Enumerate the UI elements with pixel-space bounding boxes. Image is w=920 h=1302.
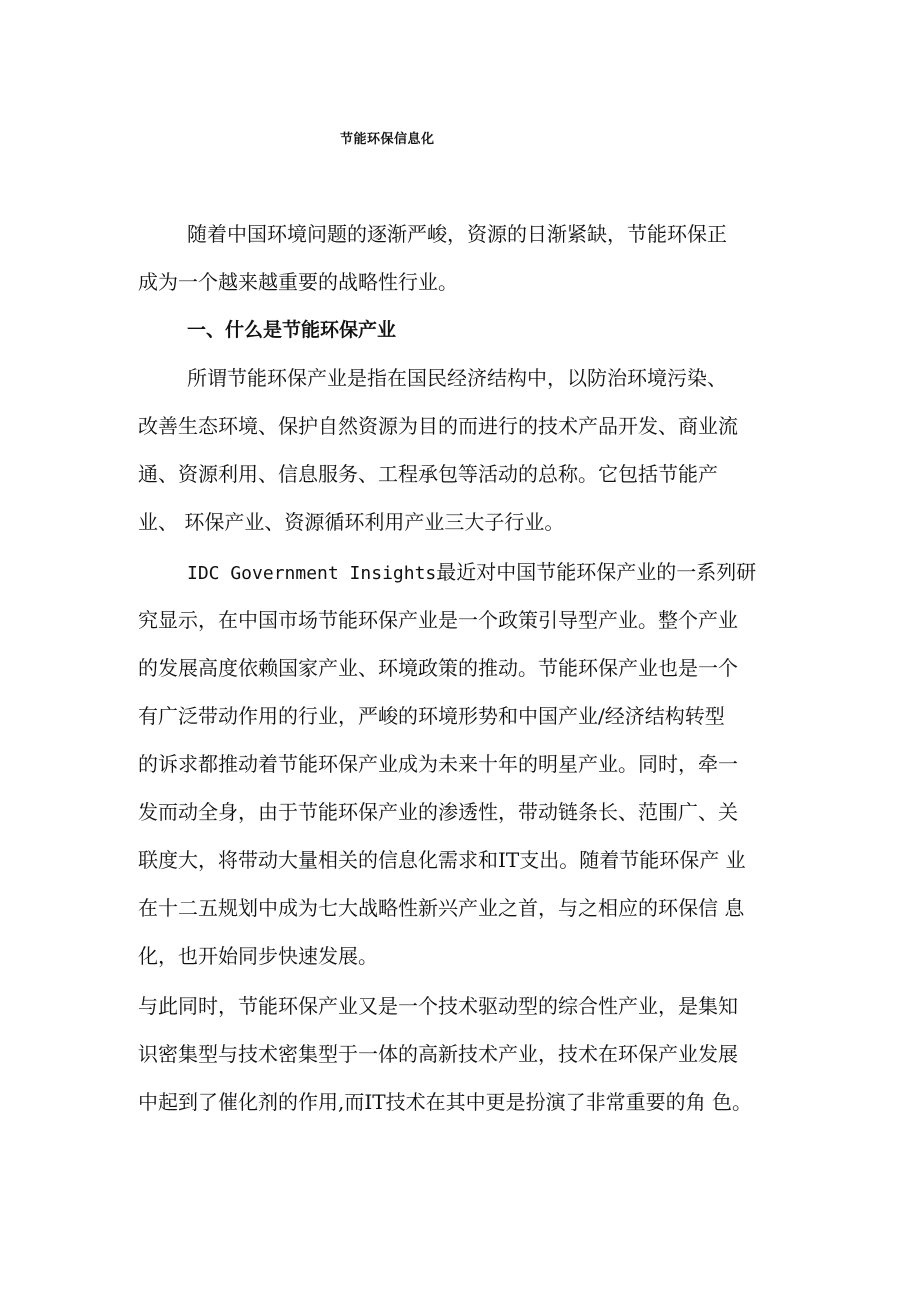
para1-line-3: 通、资源利用、信息服务、工程承包等活动的总称。它包括节能产: [138, 462, 718, 486]
para2-line-4: 有广泛带动作用的行业，严峻的环境形势和中国产业/经济结构转型: [138, 704, 725, 728]
para2-line-3: 的发展高度依赖国家产业、环境政策的推动。节能环保产业也是一个: [138, 656, 738, 680]
para3-line-3: 中起到了催化剂的作用,而IT技术在其中更是扮演了非常重要的角 色。: [138, 1090, 752, 1114]
para2-line-1: [187, 560, 756, 586]
para2-line-7: 联度大，将带动大量相关的信息化需求和IT支出。随着节能环保产 业: [138, 848, 746, 872]
section-heading: 一、什么是节能环保产业: [187, 319, 397, 341]
intro-line-2: 成为一个越来越重要的战略性行业。: [138, 270, 458, 294]
para1-line-4: 业、 环保产业、资源循环利用产业三大子行业。: [138, 510, 565, 534]
para1-line-1: 所谓节能环保产业是指在国民经济结构中，以防治环境污染、: [187, 366, 727, 390]
para2-line-8: 在十二五规划中成为七大战略性新兴产业之首，与之相应的环保信 息: [138, 896, 745, 920]
idc-name: IDC Government Insights: [187, 563, 437, 584]
para1-line-2: 改善生态环境、保护自然资源为目的而进行的技术产品开发、商业流: [138, 414, 738, 438]
para3-line-1: 与此同时，节能环保产业又是一个技术驱动型的综合性产业，是集知: [138, 994, 738, 1018]
para2-line-5: 的诉求都推动着节能环保产业成为未来十年的明星产业。同时，牵一: [138, 752, 738, 776]
para2-line-6: 发而动全身，由于节能环保产业的渗透性，带动链条长、范围广、关: [138, 800, 738, 824]
para2-line-9: 化，也开始同步快速发展。: [138, 944, 378, 968]
para3-line-2: 识密集型与技术密集型于一体的高新技术产业，技术在环保产业发展: [138, 1042, 738, 1066]
document-title: 节能环保信息化: [340, 132, 435, 147]
para2-line-1-rest: 最近对中国节能环保产业的一系列研: [436, 560, 757, 584]
intro-line-1: 随着中国环境问题的逐渐严峻，资源的日渐紧缺，节能环保正: [187, 222, 727, 246]
para2-line-2: 究显示，在中国市场节能环保产业是一个政策引导型产业。整个产业: [138, 608, 738, 632]
